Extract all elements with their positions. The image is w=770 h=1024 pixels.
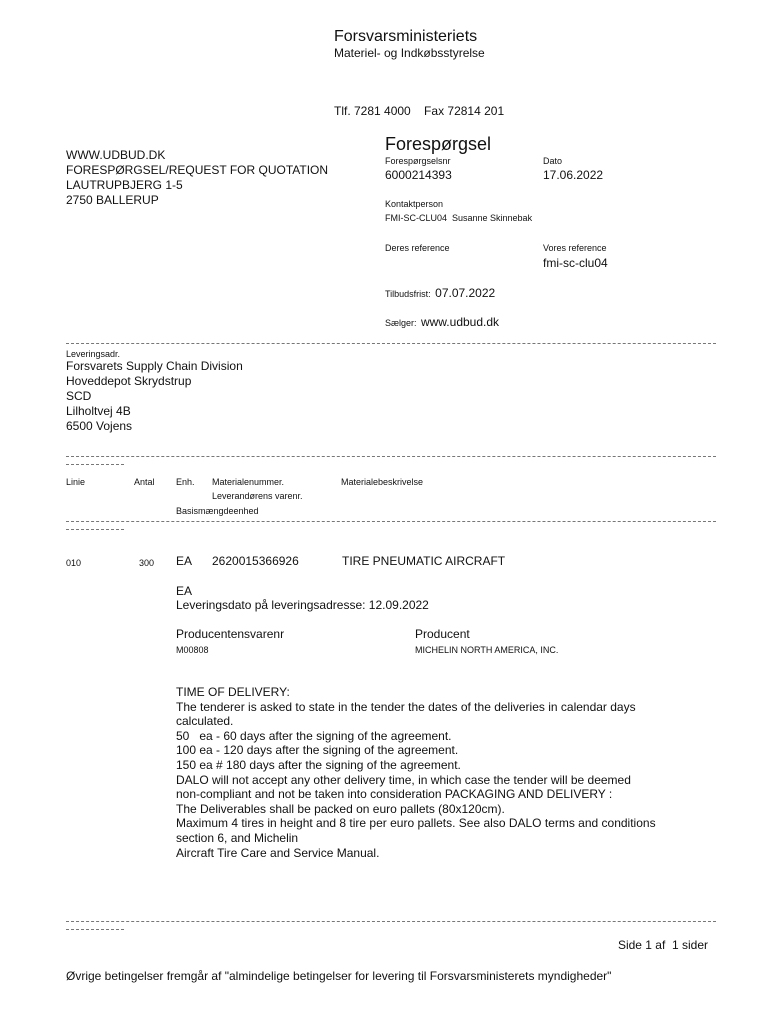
seller-value: www.udbud.dk (420, 315, 500, 329)
col-materialenummer: Materialenummer. (212, 477, 285, 487)
page-number: Side 1 af 1 sider (617, 938, 708, 952)
sender-line: LAUTRUPBJERG 1-5 (66, 178, 183, 192)
divider (66, 921, 716, 922)
delivery-line: Lilholtvej 4B (66, 404, 131, 418)
item-delivery-date: Leveringsdato på leveringsadresse: 12.09.2022 (176, 598, 429, 612)
note-line: 150 ea # 180 days after the signing of the agreement. (176, 757, 461, 772)
divider (66, 343, 716, 344)
org-subtitle: Materiel- og Indkøbsstyrelse (334, 46, 485, 60)
col-leverandor: Leverandørens varenr. (212, 491, 303, 501)
sender-line: WWW.UDBUD.DK (66, 148, 166, 162)
delivery-line: SCD (66, 389, 92, 403)
seller-row (385, 313, 499, 331)
col-antal: Antal (134, 477, 155, 487)
seller-label: Sælger: (385, 318, 417, 328)
their-reference-label: Deres reference (385, 243, 450, 253)
producer-label: Producent (415, 627, 470, 641)
col-enh: Enh. (176, 477, 195, 487)
note-line: The Deliverables shall be packed on euro pallets (80x120cm). (176, 801, 505, 816)
sender-line: FORESPØRGSEL/REQUEST FOR QUOTATION (66, 163, 329, 177)
deadline-label: Tilbudsfrist: (385, 289, 431, 299)
col-basis: Basismængdeenhed (176, 506, 259, 516)
footer-terms: Øvrige betingelser fremgår af "almindelige betingelser for levering til Forsvarsministerets myndigheder" (66, 969, 612, 983)
request-title: Forespørgsel (385, 134, 492, 154)
note-line: calculated. (176, 714, 234, 729)
producer-part-label: Producentensvarenr (176, 627, 285, 641)
item-base-unit: EA (176, 584, 193, 598)
producer-name: MICHELIN NORTH AMERICA, INC. (415, 645, 559, 655)
contact-label: Kontaktperson (385, 199, 444, 209)
our-reference: fmi-sc-clu04 (543, 256, 608, 270)
note-line: Maximum 4 tires in height and 8 tire per euro pallets. See also DALO terms and conditions (176, 816, 656, 831)
item-description: TIRE PNEUMATIC AIRCRAFT (342, 554, 506, 568)
item-material-number: 2620015366926 (212, 554, 299, 568)
org-contact: Tlf. 7281 4000 Fax 72814 201 (334, 104, 505, 118)
deadline-date: 07.07.2022 (435, 286, 496, 300)
item-qty: 300 (139, 558, 155, 568)
sender-line: 2750 BALLERUP (66, 193, 159, 207)
divider (66, 929, 124, 930)
request-date: 17.06.2022 (543, 168, 604, 182)
producer-part-number: M00808 (176, 645, 209, 655)
our-reference-label: Vores reference (543, 243, 607, 253)
request-date-label: Dato (543, 156, 563, 166)
delivery-line: 6500 Vojens (66, 419, 133, 433)
contact-person: FMI-SC-CLU04 Susanne Skinnebak (385, 213, 533, 223)
request-number-label: Forespørgselsnr (385, 156, 451, 166)
divider (66, 521, 716, 522)
item-unit: EA (176, 554, 193, 568)
note-line: non-compliant and not be taken into consideration PACKAGING AND DELIVERY : (176, 787, 613, 802)
note-line: section 6, and Michelin (176, 830, 299, 845)
item-notes (176, 685, 656, 860)
delivery-line: Hoveddepot Skrydstrup (66, 374, 192, 388)
deadline-row (385, 284, 495, 302)
divider (66, 456, 716, 457)
sender-address (66, 148, 328, 208)
col-beskrivelse: Materialebeskrivelse (341, 477, 424, 487)
note-line: TIME OF DELIVERY: (176, 685, 290, 699)
note-line: DALO will not accept any other delivery time, in which case the tender will be deemed (176, 772, 631, 787)
delivery-line: Forsvarets Supply Chain Division (66, 359, 243, 373)
delivery-label: Leveringsadr. (66, 349, 121, 359)
note-line: 50 ea - 60 days after the signing of the agreement. (176, 728, 452, 743)
divider (66, 529, 124, 530)
note-line: Aircraft Tire Care and Service Manual. (176, 845, 380, 860)
delivery-address (66, 359, 243, 434)
org-name: Forsvarsministeriets (334, 28, 478, 45)
note-line: The tenderer is asked to state in the tender the dates of the deliveries in calendar days (176, 699, 636, 714)
col-linie: Linie (66, 477, 86, 487)
divider (66, 464, 124, 465)
item-line: 010 (66, 558, 82, 568)
note-line: 100 ea - 120 days after the signing of the agreement. (176, 743, 459, 758)
request-number: 6000214393 (385, 168, 452, 182)
